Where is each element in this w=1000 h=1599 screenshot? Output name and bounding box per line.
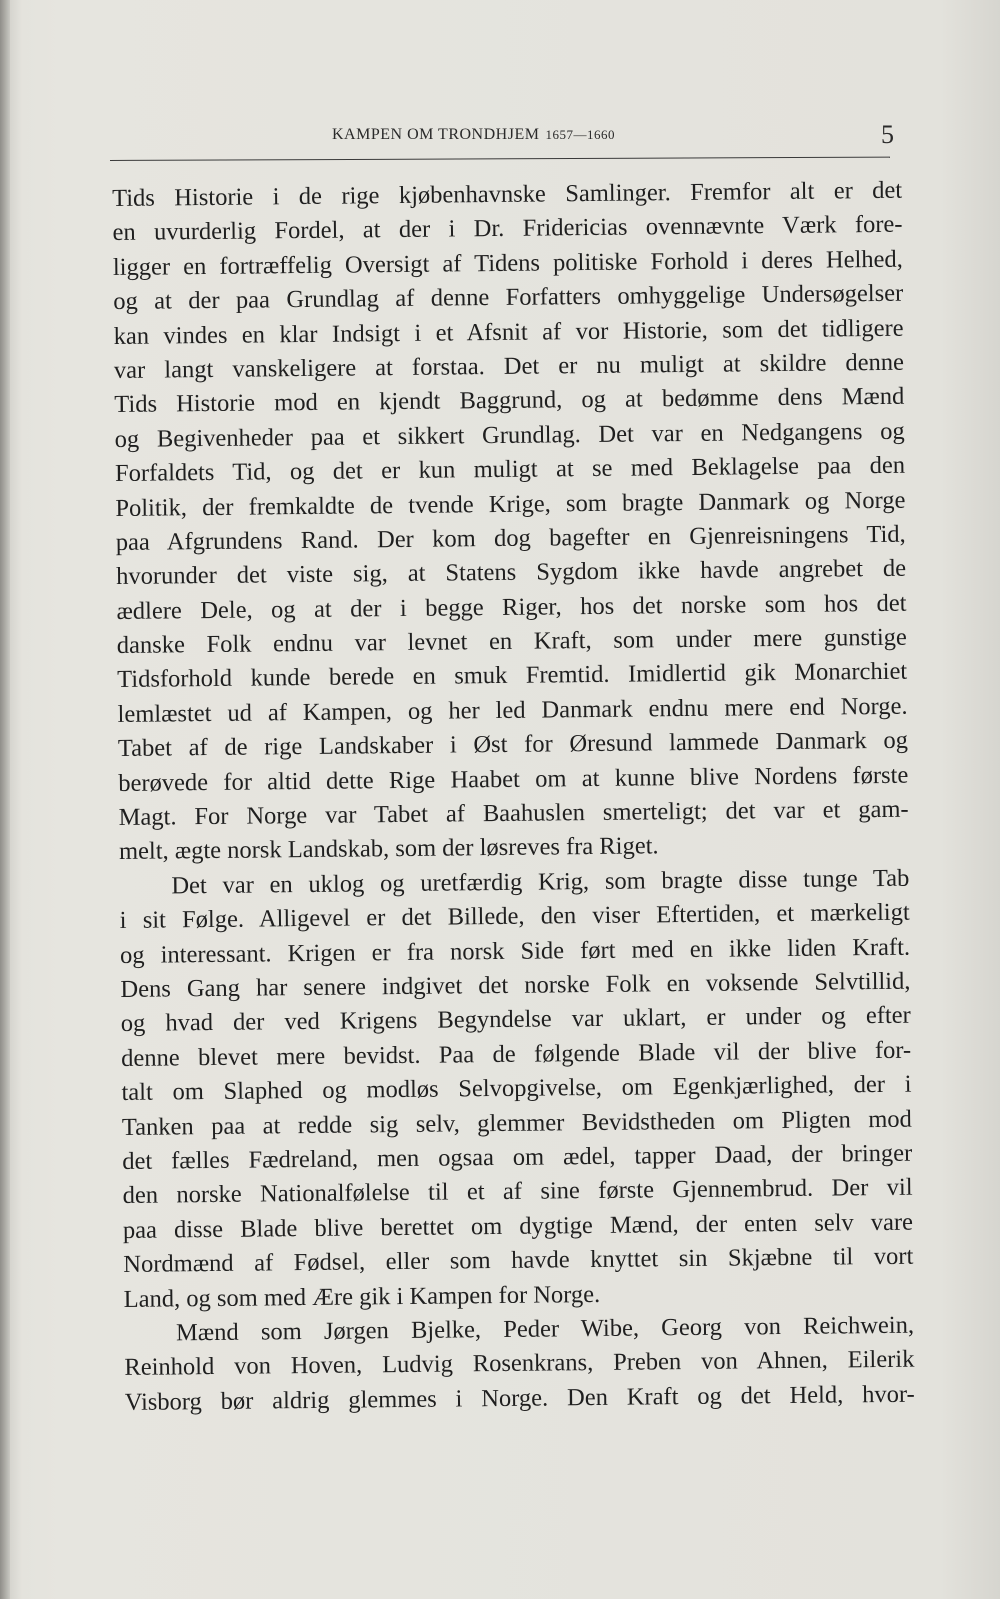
running-title-years: 1657—1660 [545, 127, 615, 142]
text-line: Forfaldets Tid, og det er kun muligt at se med Beklagelse paa den [114, 451, 906, 488]
running-head [110, 122, 900, 156]
text-line: hvorunder det viste sig, at Statens Sygdom ikke havde angrebet de [115, 555, 907, 591]
text-line: Visborg bør aldrig glemmes i Norge. Den Kraft og det Held, hvor- [124, 1380, 915, 1416]
text-line: ligger en fortræffelig Oversigt af Tidens politiske Forhold i deres Helhed, [112, 245, 903, 281]
text-line: danske Folk endnu var levnet en Kraft, som under mere gunstige [116, 623, 907, 660]
text-line: og hvad der ved Krigens Begyndelse var uklart, er under og efter [120, 1002, 911, 1038]
text-line: berøvede for altid dette Rige Haabet om at kunne blive Nordens første [118, 761, 909, 797]
text-line: Politik, der fremkaldte de tvende Krige, som bragte Danmark og Norge [115, 486, 906, 522]
text-line: den norske Nationalfølelse til et af sine første Gjennembrud. Der vil [122, 1174, 913, 1210]
body-text [112, 174, 915, 1420]
text-line: Mænd som Jørgen Bjelke, Peder Wibe, Georg von Reichwein, [175, 1311, 915, 1347]
text-line: kan vindes en klar Indsigt i et Afsnit af vor Historie, som det tidligere [113, 314, 904, 350]
running-title [332, 126, 615, 144]
text-line: og at der paa Grundlag af denne Forfatters omhyggelige Undersøgelser [113, 279, 904, 316]
text-line: i sit Følge. Alligevel er det Billede, den viser Eftertiden, et mærkeligt [119, 898, 910, 935]
text-line: og interessant. Krigen er fra norsk Side ført med en ikke liden Kraft. [119, 933, 911, 969]
text-line: paa Afgrundens Rand. Der kom dog bagefter en Gjenreisningens Tid, [115, 520, 906, 556]
text-line: Reinhold von Hoven, Ludvig Rosenkrans, Preben von Ahnen, Eilerik [124, 1345, 915, 1382]
text-line: talt om Slaphed og modløs Selvopgivelse, om Egenkjærlighed, der i [121, 1070, 912, 1107]
text-line: Dens Gang har senere indgivet det norske Folk en voksende Selvtillid, [120, 967, 911, 1003]
text-line: Tanken paa at redde sig selv, glemmer Bevidstheden om Pligten mod [121, 1105, 912, 1141]
text-line: melt, ægte norsk Landskab, som der løsreves fra Riget. [118, 832, 659, 866]
text-line: ædlere Dele, og at der i begge Riger, hos det norske som hos det [116, 589, 907, 625]
text-line: det fælles Fædreland, men ogsaa om ædel, tapper Daad, der bringer [122, 1139, 913, 1175]
running-title-text: KAMPEN OM TRONDHJEM [332, 126, 540, 143]
text-line: paa disse Blade blive berettet om dygtige Mænd, der enten selv vare [122, 1208, 914, 1244]
text-line: var langt vanskeligere at forstaa. Det er nu muligt at skildre denne [113, 348, 905, 384]
text-line: og Begivenheder paa et sikkert Grundlag. Det var en Nedgangens og [114, 417, 905, 453]
text-line: Tidsforhold kunde berede en smuk Fremtid. Imidlertid gik Monarchiet [117, 658, 908, 694]
binding-shadow [0, 0, 10, 1599]
text-line: Magt. For Norge var Tabet af Baahuslen smerteligt; det var et gam- [118, 795, 909, 831]
text-line: Tabet af de rige Landskaber i Øst for Øresund lammede Danmark og [117, 726, 909, 763]
text-line: Det var en uklog og uretfærdig Krig, som bragte disse tunge Tab [171, 864, 910, 900]
text-line: lemlæstet ud af Kampen, og her led Danmark endnu mere end Norge. [117, 692, 908, 728]
header-rule [110, 157, 890, 161]
page-number: 5 [881, 120, 894, 149]
text-line: Tids Historie mod en kjendt Baggrund, og at bedømme dens Mænd [114, 383, 905, 419]
text-line: Land, og som med Ære gik i Kampen for Norge. [123, 1280, 601, 1313]
text-line: en uvurderlig Fordel, at der i Dr. Fridericias ovennævnte Værk fore- [112, 211, 903, 247]
text-line: Nordmænd af Fødsel, eller som havde knyttet sin Skjæbne til vort [123, 1242, 914, 1279]
text-line: denne blevet mere bevidst. Paa de følgende Blade vil der blive for- [121, 1036, 912, 1072]
text-line: Tids Historie i de rige kjøbenhavnske Samlinger. Fremfor alt er det [112, 176, 903, 212]
